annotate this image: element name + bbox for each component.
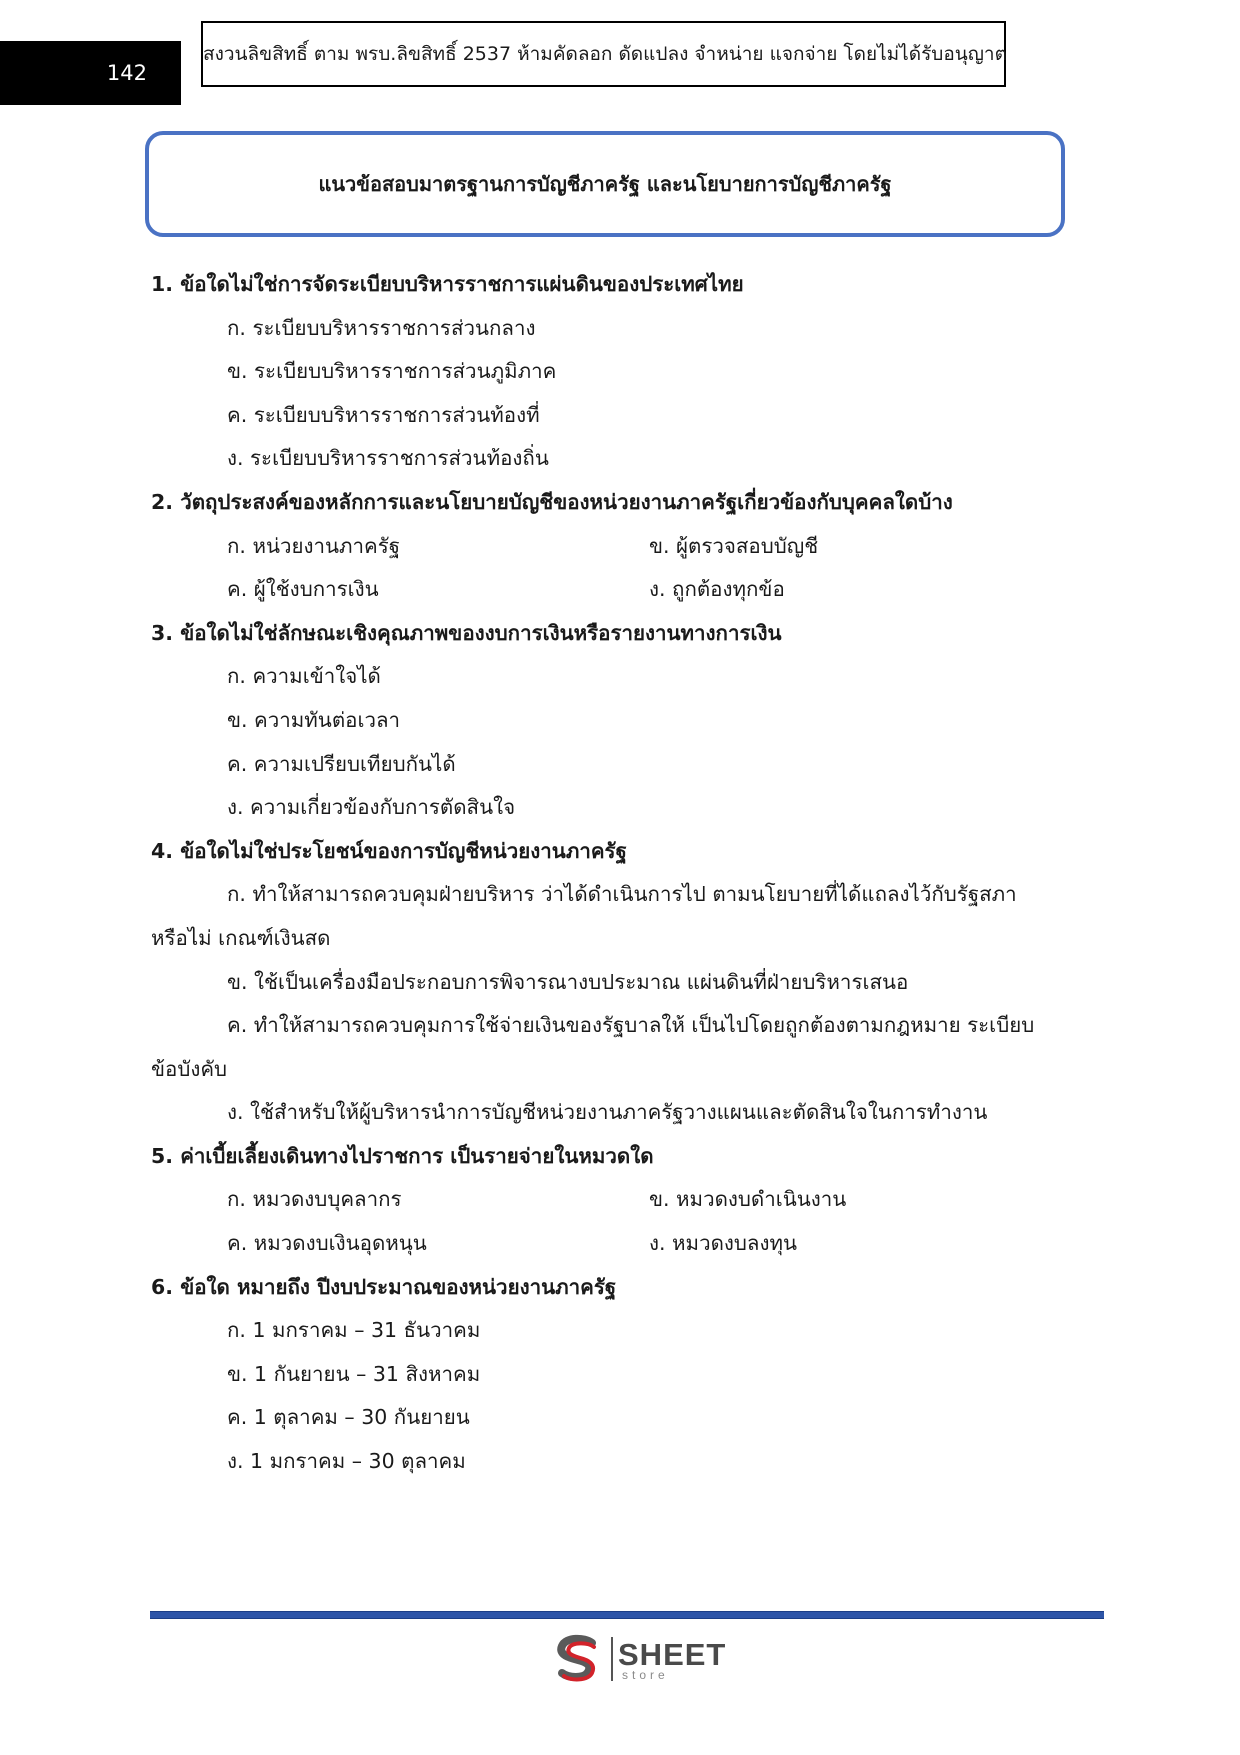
question-2-option-b: ข. ผู้ตรวจสอบบัญชี xyxy=(649,533,819,558)
question-2-option-c: ค. ผู้ใช้งบการเงิน xyxy=(227,577,379,602)
question-3-option-a: ก. ความเข้าใจได้ xyxy=(227,664,381,689)
page-title: แนวข้อสอบมาตรฐานการบัญชีภาครัฐ และนโยบายการบัญชีภาครัฐ xyxy=(318,172,892,196)
logo-subtext: store xyxy=(622,1668,669,1682)
question-2: 2. วัตถุประสงค์ของหลักการและนโยบายบัญชีของหน่วยงานภาครัฐเกี่ยวข้องกับบุคคลใดบ้าง xyxy=(151,489,953,514)
question-2-option-a: ก. หน่วยงานภาครัฐ xyxy=(227,533,401,558)
question-1: 1. ข้อใดไม่ใช่การจัดระเบียบบริหารราชการแผ่นดินของประเทศไทย xyxy=(151,272,744,296)
question-6-option-d: ง. 1 มกราคม – 30 ตุลาคม xyxy=(227,1449,466,1474)
question-5-options-row-2 xyxy=(151,1222,1071,1266)
logo-text: SHEET xyxy=(618,1637,727,1672)
question-4-option-c-continued: ข้อบังคับ xyxy=(151,1056,228,1081)
question-6-option-a: ก. 1 มกราคม – 31 ธันวาคม xyxy=(227,1318,481,1343)
question-1-option-c: ค. ระเบียบบริหารราชการส่วนท้องที่ xyxy=(227,402,540,427)
question-list xyxy=(151,263,1071,1484)
sheet-store-s-logo-icon xyxy=(552,1633,604,1685)
question-6-option-b: ข. 1 กันยายน – 31 สิงหาคม xyxy=(227,1361,481,1386)
footer-logo xyxy=(552,1633,752,1685)
question-1-option-b: ข. ระเบียบบริหารราชการส่วนภูมิภาค xyxy=(227,359,557,384)
question-4-option-d: ง. ใช้สำหรับให้ผู้บริหารนำการบัญชีหน่วยงานภาครัฐวางแผนและตัดสินใจในการทำงาน xyxy=(227,1100,988,1125)
logo-divider xyxy=(611,1637,613,1681)
question-6-option-c: ค. 1 ตุลาคม – 30 กันยายน xyxy=(227,1405,470,1430)
question-5-option-b: ข. หมวดงบดำเนินงาน xyxy=(649,1187,847,1212)
question-5: 5. ค่าเบี้ยเลี้ยงเดินทางไปราชการ เป็นรายจ่ายในหมวดใด xyxy=(151,1143,654,1168)
question-4-option-c: ค. ทำให้สามารถควบคุมการใช้จ่ายเงินของรัฐบาลให้ เป็นไปโดยถูกต้องตามกฎหมาย ระเบียบ xyxy=(227,1013,1035,1038)
page-title-box xyxy=(145,131,1065,237)
question-1-option-a: ก. ระเบียบบริหารราชการส่วนกลาง xyxy=(227,315,536,340)
question-2-options-row-1 xyxy=(151,525,1071,569)
question-5-option-c: ค. หมวดงบเงินอุดหนุน xyxy=(227,1231,427,1256)
question-4-option-b: ข. ใช้เป็นเครื่องมือประกอบการพิจารณางบประมาณ แผ่นดินที่ฝ่ายบริหารเสนอ xyxy=(227,969,909,994)
question-3: 3. ข้อใดไม่ใช่ลักษณะเชิงคุณภาพของงบการเงินหรือรายงานทางการเงิน xyxy=(151,620,782,645)
question-4-option-a-continued: หรือไม่ เกณฑ์เงินสด xyxy=(151,925,331,950)
question-3-option-d: ง. ความเกี่ยวข้องกับการตัดสินใจ xyxy=(227,795,516,820)
question-5-option-d: ง. หมวดงบลงทุน xyxy=(649,1231,798,1256)
question-2-options-row-2 xyxy=(151,568,1071,612)
question-3-option-b: ข. ความทันต่อเวลา xyxy=(227,707,401,732)
question-2-option-d: ง. ถูกต้องทุกข้อ xyxy=(649,577,785,602)
question-3-option-c: ค. ความเปรียบเทียบกันได้ xyxy=(227,751,456,776)
question-4: 4. ข้อใดไม่ใช่ประโยชน์ของการบัญชีหน่วยงานภาครัฐ xyxy=(151,838,627,863)
footer-rule xyxy=(150,1611,1104,1619)
question-5-options-row-1 xyxy=(151,1178,1071,1222)
question-1-option-d: ง. ระเบียบบริหารราชการส่วนท้องถิ่น xyxy=(227,446,549,471)
question-6: 6. ข้อใด หมายถึง ปีงบประมาณของหน่วยงานภาครัฐ xyxy=(151,1274,617,1299)
question-4-option-a: ก. ทำให้สามารถควบคุมฝ่ายบริหาร ว่าได้ดำเนินการไป ตามนโยบายที่ได้แถลงไว้กับรัฐสภา xyxy=(227,882,1017,907)
page-number: 142 xyxy=(0,41,181,105)
copyright-notice: สงวนลิขสิทธิ์ ตาม พรบ.ลิขสิทธิ์ 2537 ห้ามคัดลอก ดัดแปลง จำหน่าย แจกจ่าย โดยไม่ได้รับอนุญาต xyxy=(201,21,1006,87)
question-5-option-a: ก. หมวดงบบุคลากร xyxy=(227,1187,402,1212)
